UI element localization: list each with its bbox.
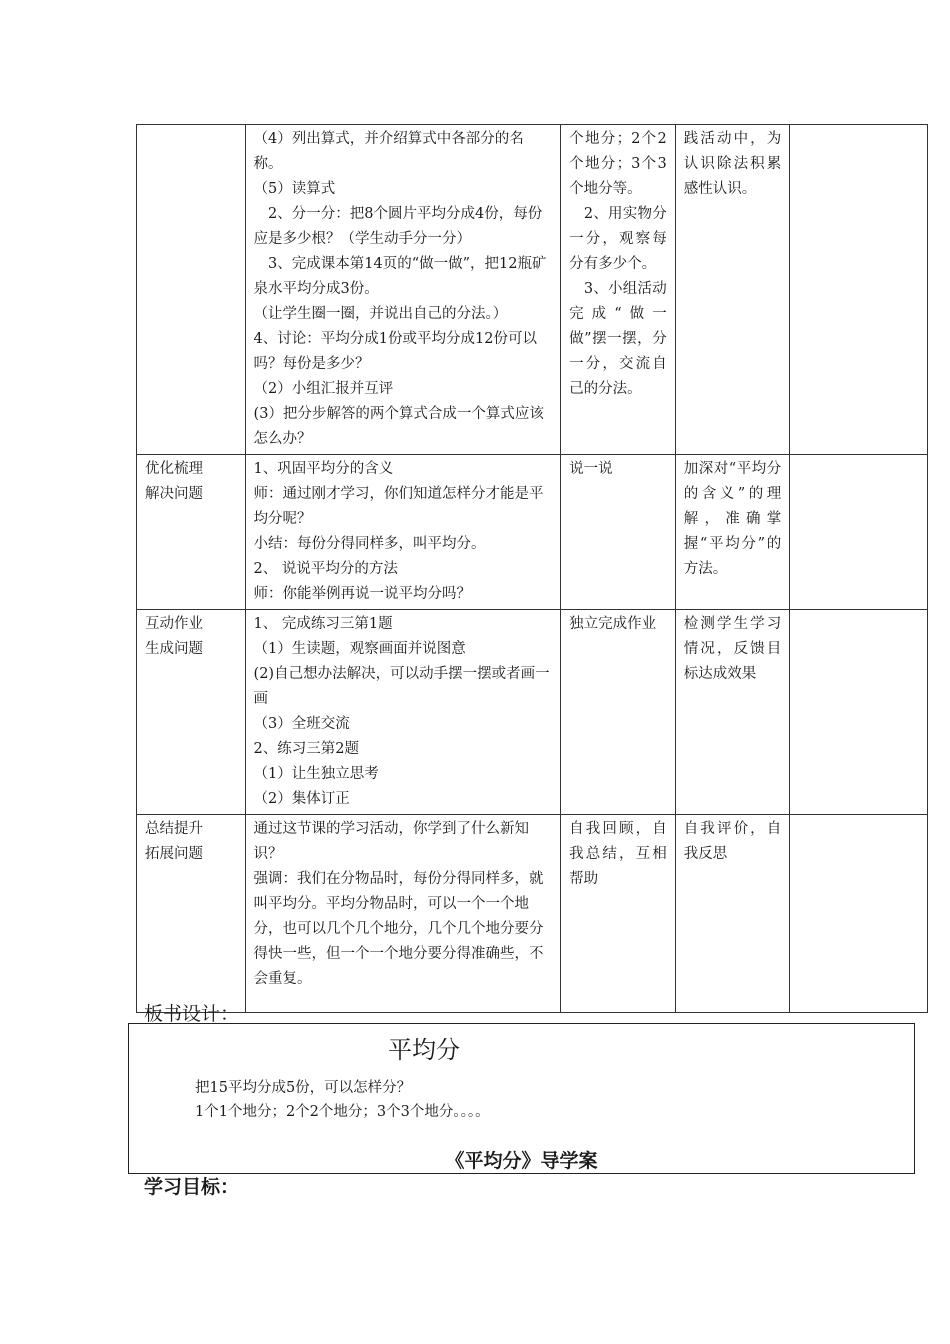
cell-paragraph: 个地分；2个2个地分；3个3个地分等。 xyxy=(569,131,667,197)
learning-goals-heading: 学习目标： xyxy=(144,1176,240,1198)
notes-cell xyxy=(790,815,928,1013)
study-guide-title: 《平均分》导学案 xyxy=(445,1150,598,1172)
lesson-plan-table xyxy=(136,124,928,1013)
board-title: 平均分 xyxy=(388,1036,460,1064)
cell-paragraph: 4、讨论：平均分成1份或平均分成12份可以吗？每份是多少？ xyxy=(253,331,537,372)
board-design-heading: 板书设计： xyxy=(144,1003,240,1025)
table-row xyxy=(137,455,928,610)
teacher-activity-cell xyxy=(245,455,561,610)
cell-paragraph: 解决问题 xyxy=(145,486,203,502)
cell-paragraph: （2）集体订正 xyxy=(253,791,350,807)
cell-paragraph: （1）生读题，观察画面并说图意 xyxy=(253,641,466,657)
board-design-box xyxy=(128,1023,915,1174)
design-intent-cell xyxy=(675,455,790,610)
notes-cell xyxy=(790,125,928,455)
cell-paragraph: （1）让生独立思考 xyxy=(253,766,379,782)
cell-paragraph: （2）小组汇报并互评 xyxy=(253,381,394,397)
cell-paragraph: (2)自己想办法解决，可以动手摆一摆或者画一画 xyxy=(253,666,550,707)
cell-paragraph: 3、完成课本第14页的“做一做”，把12瓶矿泉水平均分成3份。 xyxy=(253,256,547,297)
cell-paragraph: 检测学生学习情况，反馈目标达成效果 xyxy=(683,616,782,682)
cell-paragraph: 强调：我们在分物品时，每份分得同样多，就叫平均分。平均分物品时，可以一个一个地分，也可以几个几个地分，几个几个地分要分得快一些，但一个一个地分要分得准确些，不会重复。 xyxy=(253,871,544,987)
cell-paragraph: 师：你能举例再说一说平均分吗？ xyxy=(253,586,472,602)
stage-cell xyxy=(137,125,246,455)
cell-paragraph: 拓展问题 xyxy=(145,846,203,862)
cell-paragraph: （4）列出算式，并介绍算式中各部分的名称。 xyxy=(253,131,524,172)
student-activity-cell xyxy=(561,815,676,1013)
design-intent-cell xyxy=(675,610,790,815)
cell-paragraph: 践活动中，为认识除法积累感性认识。 xyxy=(683,131,782,197)
cell-paragraph: (3）把分步解答的两个算式合成一个算式应该怎么办？ xyxy=(253,406,544,447)
stage-cell xyxy=(137,815,246,1013)
cell-paragraph: 2、练习三第2题 xyxy=(253,741,359,757)
cell-paragraph: 2、用实物分一分，观察每分有多少个。 xyxy=(569,206,667,272)
cell-paragraph: 生成问题 xyxy=(145,641,203,657)
board-line-1: 把15平均分成5份，可以怎样分？ xyxy=(195,1080,412,1096)
cell-paragraph: 小结：每份分得同样多，叫平均分。 xyxy=(253,536,486,552)
notes-cell xyxy=(790,455,928,610)
design-intent-cell xyxy=(675,125,790,455)
teacher-activity-cell xyxy=(245,610,561,815)
board-line-2: 1个1个地分；2个2个地分；3个3个地分。。。。 xyxy=(195,1104,490,1120)
table-row xyxy=(137,125,928,455)
cell-paragraph: 2、 说说平均分的方法 xyxy=(253,561,398,577)
cell-paragraph: （让学生圈一圈，并说出自己的分法。） xyxy=(253,306,508,322)
cell-paragraph: 说一说 xyxy=(569,461,613,477)
stage-cell xyxy=(137,455,246,610)
student-activity-cell xyxy=(561,125,676,455)
notes-cell xyxy=(790,610,928,815)
cell-paragraph: 1、巩固平均分的含义 xyxy=(253,461,394,477)
cell-paragraph: 加深对“平均分的含义”的理解，准确掌握“平均分”的方法。 xyxy=(683,461,782,577)
cell-paragraph: 互动作业 xyxy=(145,616,203,632)
cell-paragraph: 优化梳理 xyxy=(145,461,203,477)
cell-paragraph: 1、 完成练习三第1题 xyxy=(253,616,393,632)
cell-paragraph: （5）读算式 xyxy=(253,181,336,197)
cell-paragraph: 通过这节课的学习活动，你学到了什么新知识？ xyxy=(253,821,530,862)
cell-paragraph: 自我评价，自我反思 xyxy=(683,821,782,862)
cell-paragraph: 师：通过刚才学习，你们知道怎样分才能是平均分呢？ xyxy=(253,486,544,527)
stage-cell xyxy=(137,610,246,815)
table-row xyxy=(137,610,928,815)
teacher-activity-cell xyxy=(245,125,561,455)
cell-paragraph: 自我回顾，自我总结，互相帮助 xyxy=(569,821,667,887)
table-row xyxy=(137,815,928,1013)
cell-paragraph: 独立完成作业 xyxy=(569,616,657,632)
cell-paragraph: 3、小组活动完成“做一做”摆一摆，分一分，交流自己的分法。 xyxy=(569,281,667,397)
student-activity-cell xyxy=(561,610,676,815)
teacher-activity-cell xyxy=(245,815,561,1013)
cell-paragraph: 总结提升 xyxy=(145,821,203,837)
design-intent-cell xyxy=(675,815,790,1013)
student-activity-cell xyxy=(561,455,676,610)
cell-paragraph: 2、分一分：把8个圆片平均分成4份，每份应是多少根？（学生动手分一分） xyxy=(253,206,543,247)
cell-paragraph: （3）全班交流 xyxy=(253,716,350,732)
